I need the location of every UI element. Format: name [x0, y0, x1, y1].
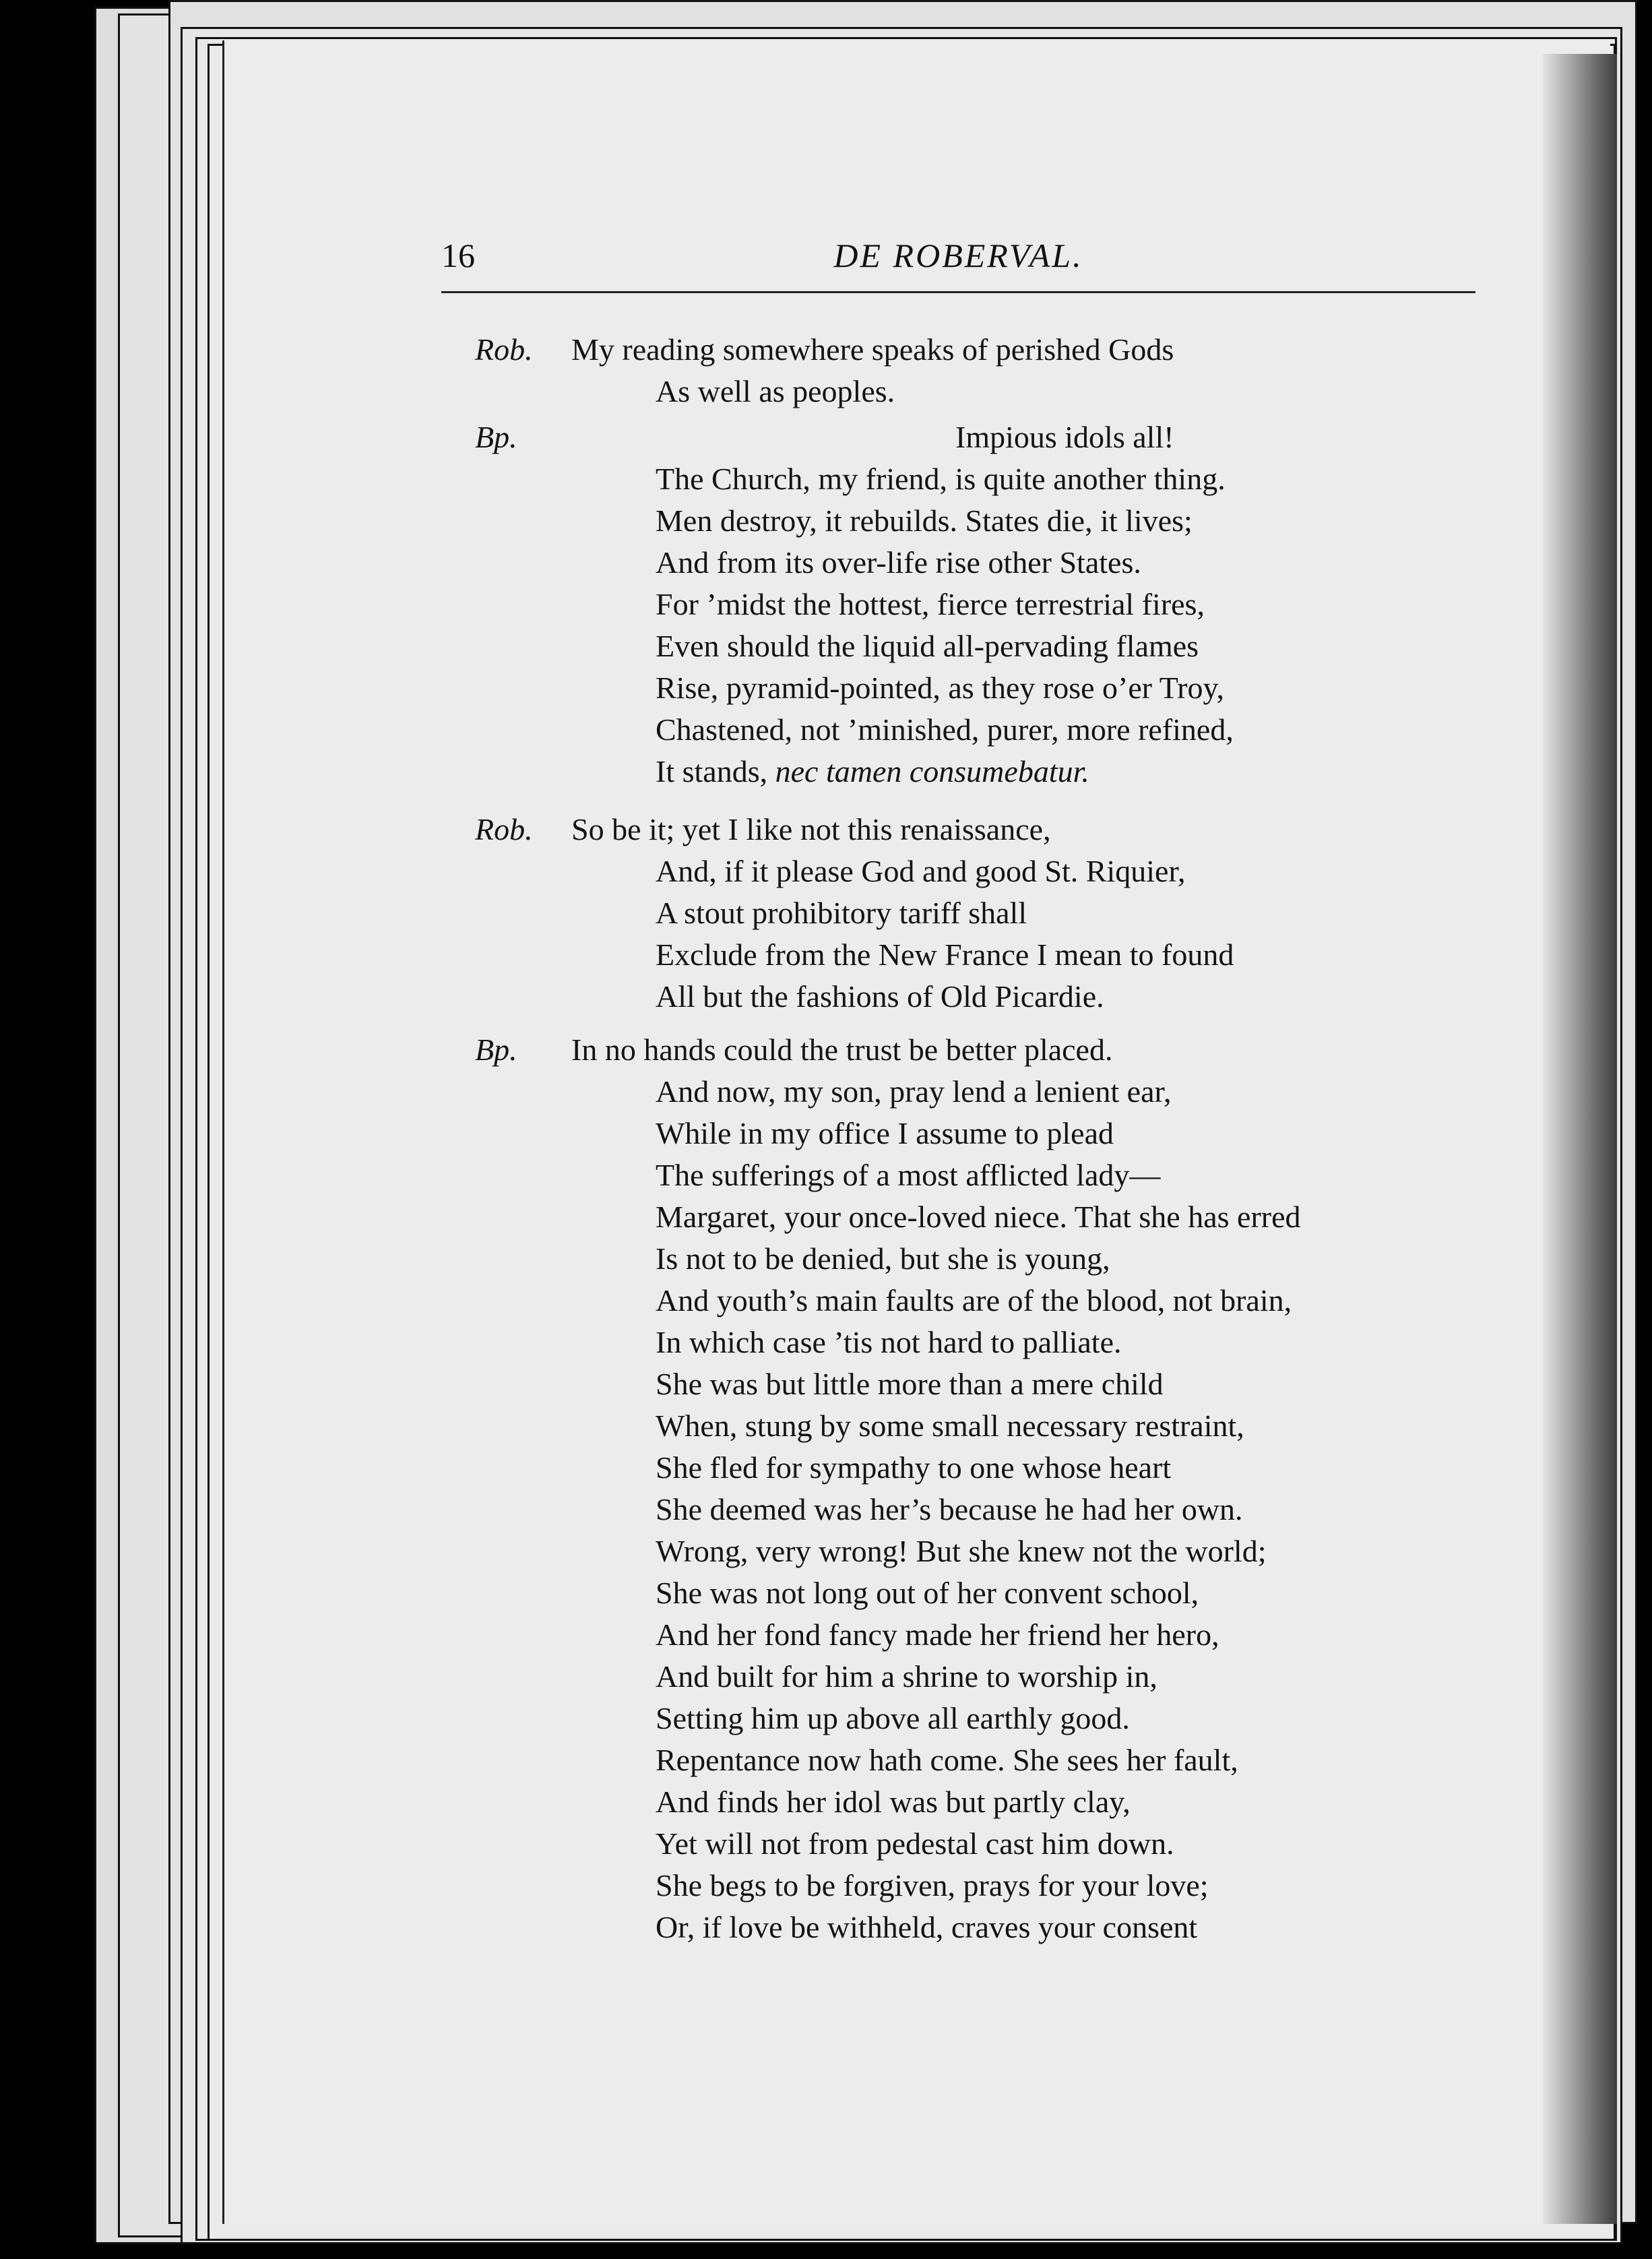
speech-lines: [571, 1029, 1515, 1948]
verse-line: All but the fashions of Old Picardie.: [656, 979, 1104, 1014]
verse-line: The Church, my friend, is quite another thing.: [656, 462, 1226, 496]
verse-line: And built for him a shrine to worship in,: [656, 1659, 1157, 1694]
verse-line: She was not long out of her convent school,: [656, 1576, 1199, 1610]
verse-line: She fled for sympathy to one whose heart: [656, 1450, 1172, 1485]
verse-line: And from its over-life rise other States.: [656, 545, 1141, 580]
verse-line: In no hands could the trust be better placed.: [571, 1032, 1113, 1067]
verse-line: She deemed was her’s because he had her own.: [656, 1492, 1243, 1526]
page-number: 16: [441, 237, 475, 274]
speech-lines: [571, 416, 1515, 793]
verse-line: A stout prohibitory tariff shall: [656, 896, 1027, 930]
verse-line-start: It stands,: [656, 754, 768, 788]
verse-line: Impious idols all!: [955, 420, 1174, 454]
verse-line: Chastened, not ’minished, purer, more refined,: [656, 712, 1234, 747]
verse-line: And, if it please God and good St. Riquier,: [656, 854, 1186, 888]
verse-line: And finds her idol was but partly clay,: [656, 1785, 1131, 1819]
verse-line: So be it; yet I like not this renaissance,: [571, 812, 1051, 846]
verse-line: Yet will not from pedestal cast him down.: [656, 1826, 1174, 1861]
verse-line: [571, 751, 1515, 793]
speech-lines: [571, 329, 1515, 412]
spine-shadow: [1543, 54, 1617, 2224]
verse-line: And youth’s main faults are of the blood, not brain,: [656, 1283, 1292, 1318]
speaker-label: Rob.: [475, 332, 533, 367]
latin-phrase: nec tamen consumebatur.: [775, 754, 1089, 788]
speaker-label: Bp.: [475, 1032, 517, 1067]
verse-line: As well as peoples.: [656, 374, 895, 408]
verse-line: And now, my son, pray lend a lenient ear,: [656, 1074, 1172, 1109]
verse-line: Wrong, very wrong! But she knew not the world;: [656, 1534, 1267, 1568]
verse-line: In which case ’tis not hard to palliate.: [656, 1325, 1122, 1359]
speaker-label: Rob.: [475, 812, 533, 846]
verse-line: Men destroy, it rebuilds. States die, it lives;: [656, 503, 1193, 538]
verse-line: Repentance now hath come. She sees her fault,: [656, 1743, 1238, 1777]
speech-lines: [571, 809, 1515, 1018]
verse-line: She was but little more than a mere child: [656, 1367, 1164, 1401]
verse-line: Exclude from the New France I mean to found: [656, 937, 1234, 972]
verse-line: She begs to be forgiven, prays for your love;: [656, 1868, 1209, 1902]
verse-line: Or, if love be withheld, craves your consent: [656, 1910, 1198, 1944]
verse-line: When, stung by some small necessary restraint,: [656, 1409, 1244, 1443]
page-header: [441, 229, 1475, 290]
verse-line: For ’midst the hottest, fierce terrestrial fires,: [656, 587, 1205, 621]
verse-line: While in my office I assume to plead: [656, 1116, 1114, 1150]
running-title: DE ROBERVAL.: [833, 237, 1083, 274]
verse-line: Is not to be denied, but she is young,: [656, 1241, 1110, 1276]
verse-line: And her fond fancy made her friend her hero,: [656, 1617, 1219, 1652]
verse-line: Setting him up above all earthly good.: [656, 1701, 1130, 1735]
verse-line: Rise, pyramid-pointed, as they rose o’er Troy,: [656, 671, 1225, 705]
verse-line: My reading somewhere speaks of perished Gods: [571, 332, 1174, 367]
speaker-label: Bp.: [475, 420, 517, 454]
verse-line: Even should the liquid all-pervading flames: [656, 629, 1199, 663]
verse-line: The sufferings of a most afflicted lady—: [656, 1158, 1161, 1192]
header-rule: [441, 291, 1475, 293]
verse-line: Margaret, your once-loved niece. That she has erred: [656, 1200, 1301, 1234]
